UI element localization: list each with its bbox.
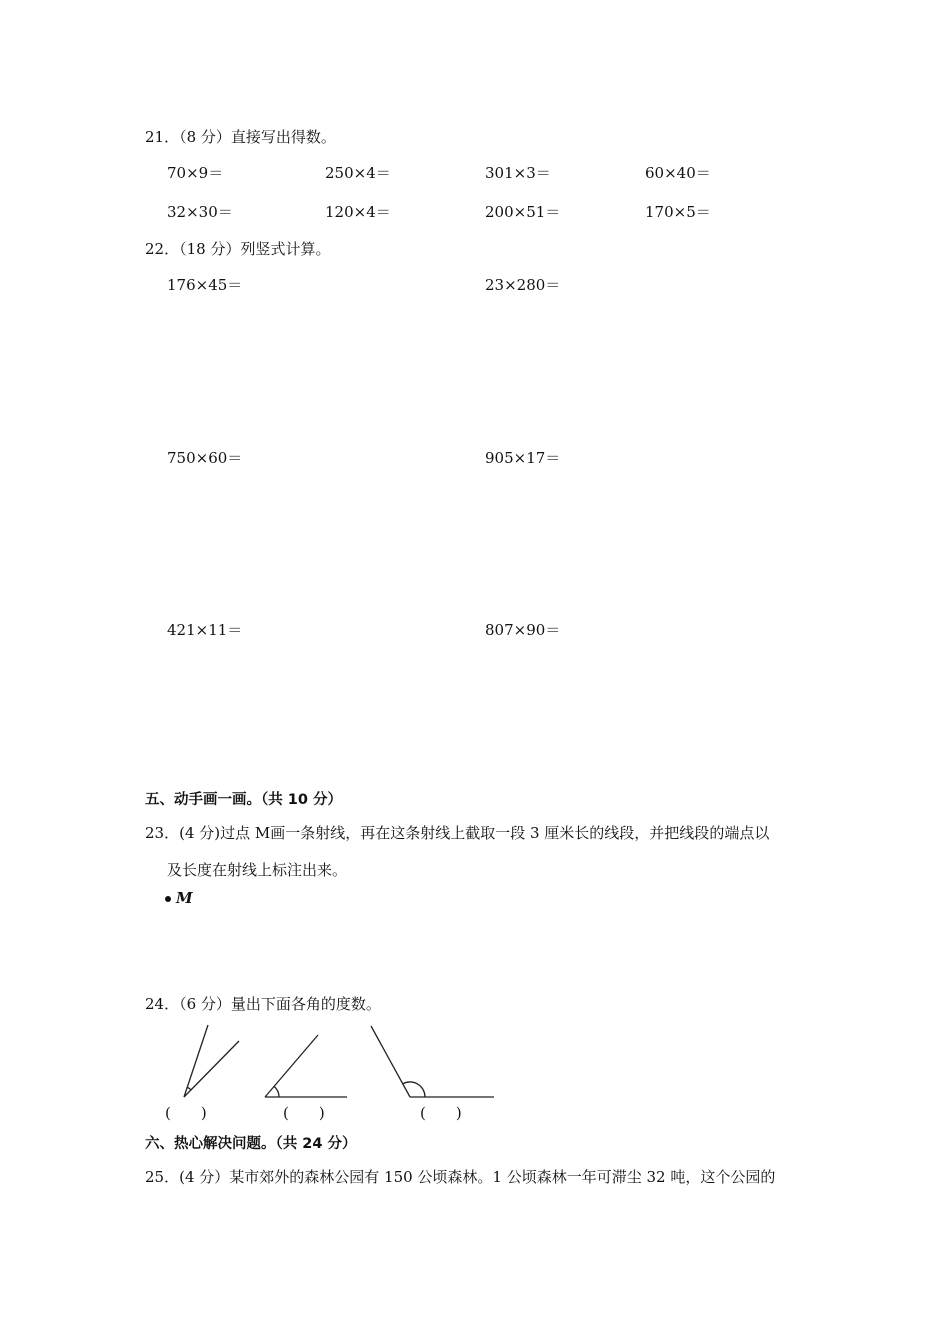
angle-1-ray-a (184, 1025, 208, 1097)
q21-item-4: 60×40＝ (645, 164, 711, 182)
q21-item-8: 170×5＝ (645, 203, 711, 221)
q21-item-5: 32×30＝ (167, 203, 233, 221)
q23-line-2: 及长度在射线上标注出来。 (167, 861, 348, 879)
angle-2-arc (274, 1086, 279, 1097)
q23-line-1: 23．(4 分)过点 M画一条射线，再在这条射线上截取一段 3 厘米长的线段，并把线段的端点以 (145, 824, 770, 842)
section-5-heading: 五、动手画一画。（共 10 分） (145, 792, 343, 808)
section-6-heading: 六、热心解决问题。（共 24 分） (145, 1136, 357, 1152)
q22-item-5: 421×11＝ (167, 621, 243, 639)
q21-title: 21．（8 分）直接写出得数。 (145, 128, 336, 146)
angle-1-arc (188, 1088, 191, 1091)
q22-item-4: 905×17＝ (485, 449, 561, 467)
q25-line-1: 25．(4 分）某市郊外的森林公园有 150 公顷森林。1 公顷森林一年可滞尘 32 吨，这个公园的 (145, 1168, 776, 1186)
q22-item-3: 750×60＝ (167, 449, 243, 467)
q22-item-6: 807×90＝ (485, 621, 561, 639)
angle-2-answer-blank[interactable]: ( ) (283, 1104, 325, 1122)
angle-3-answer-blank[interactable]: ( ) (420, 1104, 462, 1122)
angle-1-ray-b (184, 1041, 239, 1097)
q22-item-1: 176×45＝ (167, 276, 243, 294)
q22-item-2: 23×280＝ (485, 276, 561, 294)
q21-item-2: 250×4＝ (325, 164, 391, 182)
angle-2-ray-b (265, 1035, 318, 1097)
q21-item-7: 200×51＝ (485, 203, 561, 221)
angle-3-ray-b (371, 1026, 410, 1097)
q22-title: 22．（18 分）列竖式计算。 (145, 240, 331, 258)
q24-title: 24．（6 分）量出下面各角的度数。 (145, 995, 381, 1013)
q21-item-3: 301×3＝ (485, 164, 551, 182)
angle-1-answer-blank[interactable]: ( ) (165, 1104, 207, 1122)
point-m-label: M (176, 889, 193, 907)
q21-item-1: 70×9＝ (167, 164, 224, 182)
q21-item-6: 120×4＝ (325, 203, 391, 221)
